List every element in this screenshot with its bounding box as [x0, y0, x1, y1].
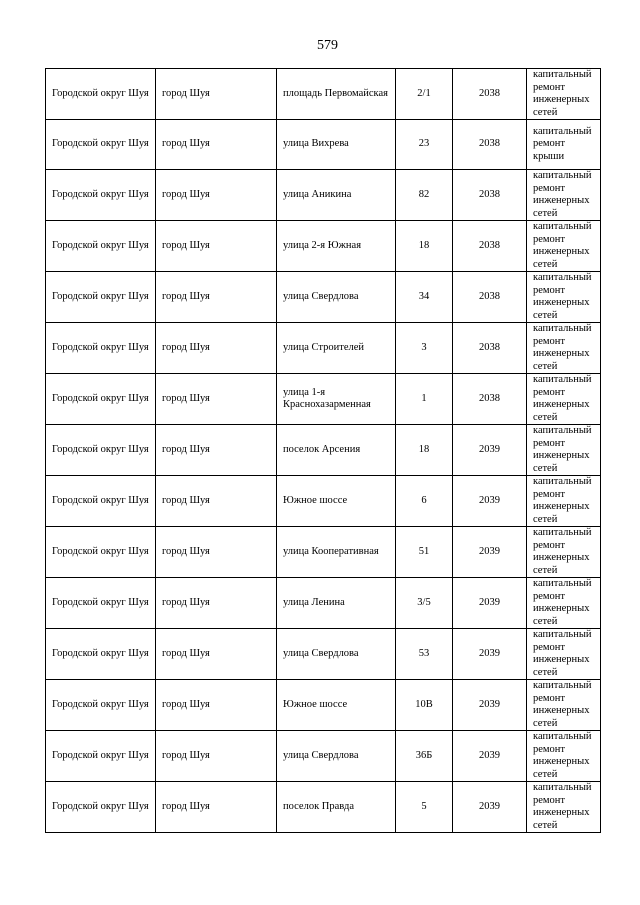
table-row	[46, 476, 601, 527]
cell-city: город Шуя	[156, 120, 277, 170]
cell-year: 2038	[453, 221, 527, 272]
cell-street: поселок Правда	[277, 782, 396, 833]
table-row	[46, 272, 601, 323]
cell-house-number: 18	[396, 425, 453, 476]
table-row	[46, 69, 601, 120]
cell-district: Городской округ Шуя	[46, 680, 156, 731]
cell-year: 2038	[453, 69, 527, 120]
cell-district: Городской округ Шуя	[46, 425, 156, 476]
table-row	[46, 527, 601, 578]
cell-city: город Шуя	[156, 629, 277, 680]
cell-work-type: капитальный ремонт инженерных сетей	[527, 323, 601, 374]
cell-house-number: 82	[396, 170, 453, 221]
cell-year: 2039	[453, 680, 527, 731]
cell-year: 2039	[453, 578, 527, 629]
cell-year: 2038	[453, 374, 527, 425]
cell-work-type: капитальный ремонт инженерных сетей	[527, 680, 601, 731]
cell-year: 2038	[453, 120, 527, 170]
cell-year: 2039	[453, 425, 527, 476]
cell-city: город Шуя	[156, 680, 277, 731]
cell-year: 2039	[453, 527, 527, 578]
cell-street: улица Строителей	[277, 323, 396, 374]
cell-city: город Шуя	[156, 374, 277, 425]
table-row	[46, 170, 601, 221]
table-row	[46, 731, 601, 782]
cell-house-number: 10В	[396, 680, 453, 731]
cell-district: Городской округ Шуя	[46, 272, 156, 323]
table-row	[46, 323, 601, 374]
cell-year: 2038	[453, 272, 527, 323]
cell-street: площадь Первомайская	[277, 69, 396, 120]
cell-city: город Шуя	[156, 527, 277, 578]
table-row	[46, 680, 601, 731]
page-number: 579	[317, 38, 338, 53]
cell-house-number: 2/1	[396, 69, 453, 120]
cell-work-type: капитальный ремонт инженерных сетей	[527, 629, 601, 680]
cell-house-number: 53	[396, 629, 453, 680]
cell-work-type: капитальный ремонт инженерных сетей	[527, 578, 601, 629]
cell-district: Городской округ Шуя	[46, 323, 156, 374]
cell-district: Городской округ Шуя	[46, 170, 156, 221]
cell-district: Городской округ Шуя	[46, 221, 156, 272]
cell-street: улица Вихрева	[277, 120, 396, 170]
cell-street: улица 2-я Южная	[277, 221, 396, 272]
cell-house-number: 5	[396, 782, 453, 833]
cell-street: улица Свердлова	[277, 272, 396, 323]
cell-year: 2038	[453, 170, 527, 221]
cell-work-type: капитальный ремонт инженерных сетей	[527, 476, 601, 527]
cell-work-type: капитальный ремонт инженерных сетей	[527, 425, 601, 476]
cell-district: Городской округ Шуя	[46, 527, 156, 578]
cell-street: улица Свердлова	[277, 629, 396, 680]
cell-street: поселок Арсения	[277, 425, 396, 476]
cell-street: улица Аникина	[277, 170, 396, 221]
cell-district: Городской округ Шуя	[46, 578, 156, 629]
cell-district: Городской округ Шуя	[46, 120, 156, 170]
cell-city: город Шуя	[156, 578, 277, 629]
cell-city: город Шуя	[156, 476, 277, 527]
table-row	[46, 578, 601, 629]
cell-city: город Шуя	[156, 272, 277, 323]
cell-work-type: капитальный ремонт инженерных сетей	[527, 170, 601, 221]
cell-city: город Шуя	[156, 425, 277, 476]
cell-city: город Шуя	[156, 782, 277, 833]
table-row	[46, 374, 601, 425]
cell-house-number: 1	[396, 374, 453, 425]
cell-work-type: капитальный ремонт крыши	[527, 120, 601, 170]
cell-district: Городской округ Шуя	[46, 476, 156, 527]
cell-district: Городской округ Шуя	[46, 731, 156, 782]
cell-street: Южное шоссе	[277, 476, 396, 527]
cell-year: 2039	[453, 476, 527, 527]
cell-street: улица Кооперативная	[277, 527, 396, 578]
cell-city: город Шуя	[156, 170, 277, 221]
cell-house-number: 36Б	[396, 731, 453, 782]
cell-street: Южное шоссе	[277, 680, 396, 731]
table-row	[46, 782, 601, 833]
cell-work-type: капитальный ремонт инженерных сетей	[527, 374, 601, 425]
cell-work-type: капитальный ремонт инженерных сетей	[527, 69, 601, 120]
cell-house-number: 18	[396, 221, 453, 272]
cell-house-number: 51	[396, 527, 453, 578]
cell-work-type: капитальный ремонт инженерных сетей	[527, 221, 601, 272]
cell-city: город Шуя	[156, 323, 277, 374]
cell-district: Городской округ Шуя	[46, 69, 156, 120]
cell-street: улица 1-я Краснохазарменная	[277, 374, 396, 425]
cell-house-number: 34	[396, 272, 453, 323]
cell-work-type: капитальный ремонт инженерных сетей	[527, 272, 601, 323]
cell-district: Городской округ Шуя	[46, 782, 156, 833]
cell-district: Городской округ Шуя	[46, 374, 156, 425]
cell-house-number: 23	[396, 120, 453, 170]
table-row	[46, 120, 601, 170]
cell-house-number: 3	[396, 323, 453, 374]
cell-work-type: капитальный ремонт инженерных сетей	[527, 731, 601, 782]
cell-year: 2038	[453, 323, 527, 374]
cell-city: город Шуя	[156, 69, 277, 120]
cell-year: 2039	[453, 731, 527, 782]
cell-city: город Шуя	[156, 221, 277, 272]
cell-work-type: капитальный ремонт инженерных сетей	[527, 782, 601, 833]
cell-street: улица Свердлова	[277, 731, 396, 782]
cell-house-number: 6	[396, 476, 453, 527]
cell-year: 2039	[453, 629, 527, 680]
cell-work-type: капитальный ремонт инженерных сетей	[527, 527, 601, 578]
cell-house-number: 3/5	[396, 578, 453, 629]
table-row	[46, 629, 601, 680]
table-row	[46, 425, 601, 476]
cell-district: Городской округ Шуя	[46, 629, 156, 680]
cell-year: 2039	[453, 782, 527, 833]
housing-repair-table	[45, 68, 601, 833]
cell-street: улица Ленина	[277, 578, 396, 629]
table-body	[46, 69, 601, 833]
cell-city: город Шуя	[156, 731, 277, 782]
table-row	[46, 221, 601, 272]
